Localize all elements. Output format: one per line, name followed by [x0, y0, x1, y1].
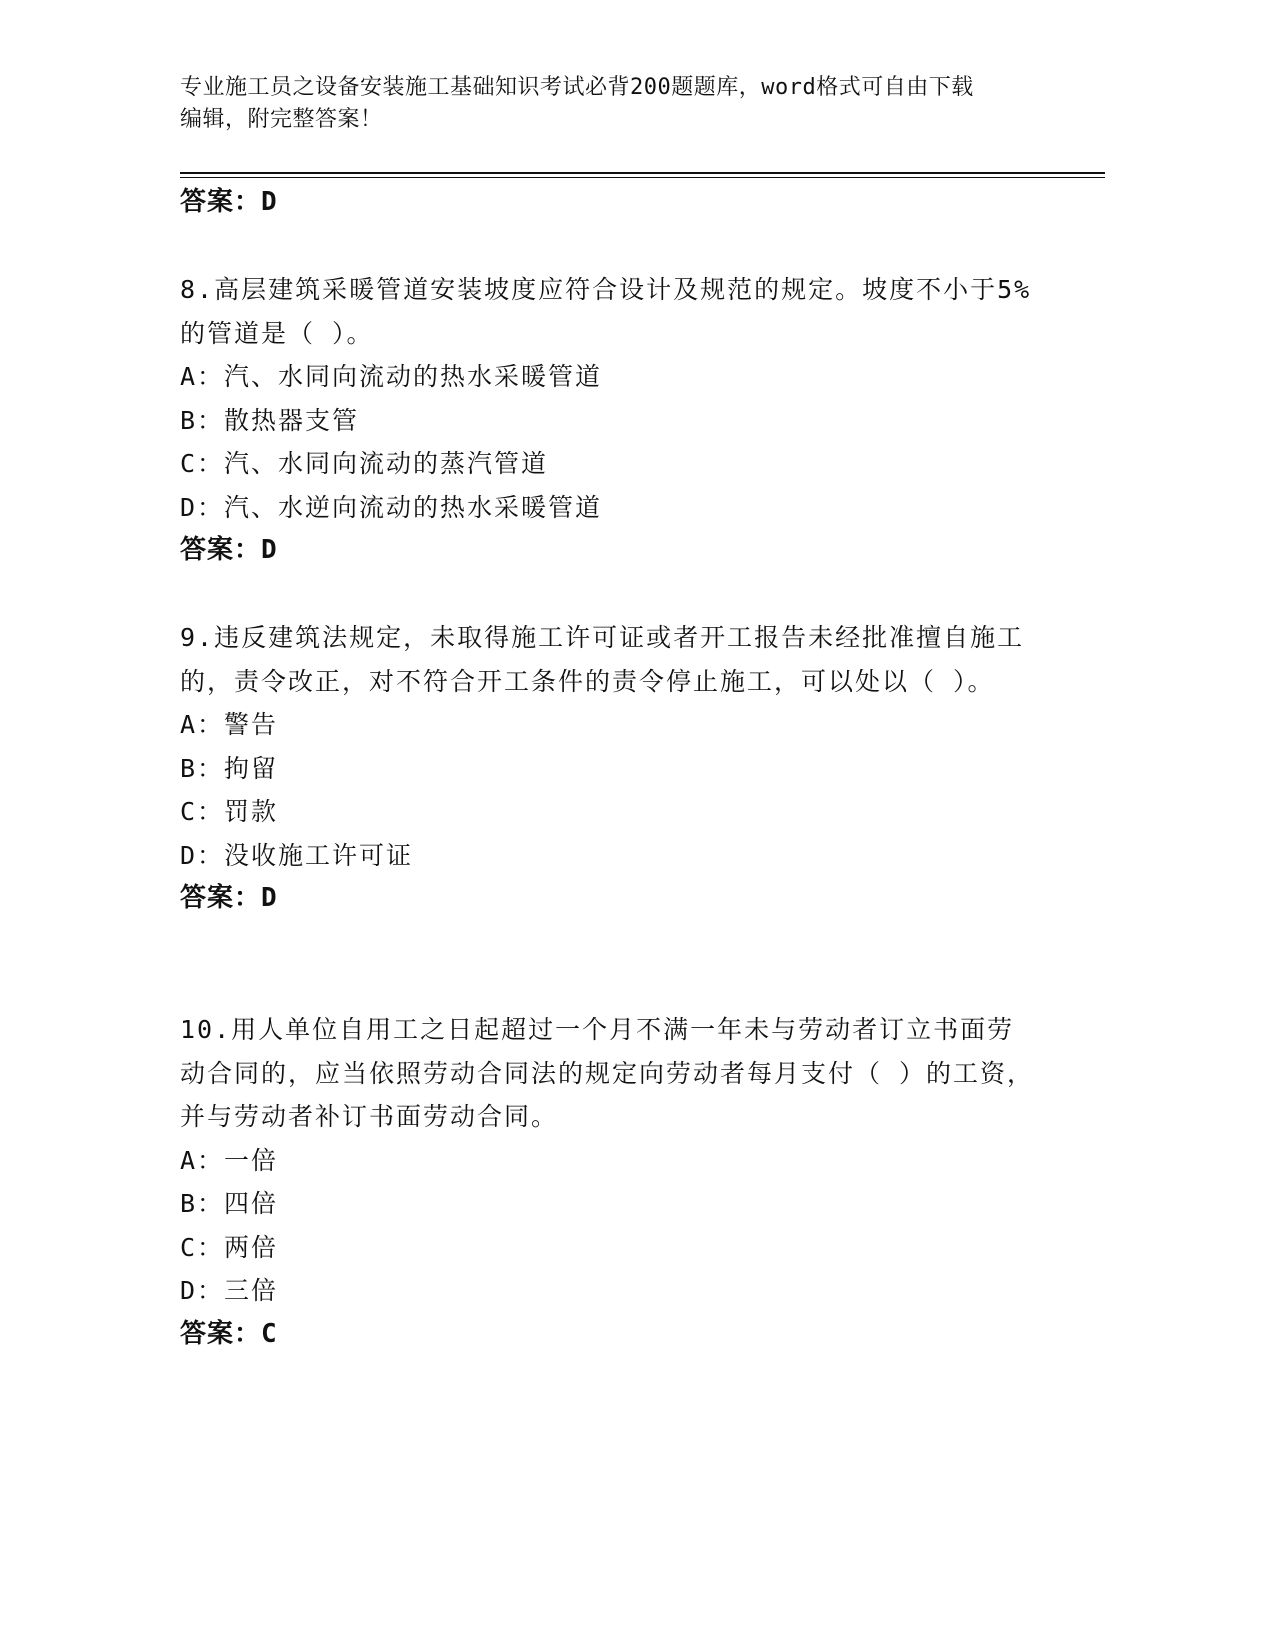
question-stem: 8.高层建筑采暖管道安装坡度应符合设计及规范的规定。坡度不小于5%的管道是（ ）。	[180, 275, 1032, 348]
option-c: C：汽、水同向流动的蒸汽管道	[180, 449, 549, 478]
option-c: C：罚款	[180, 797, 279, 826]
question-block-8	[180, 268, 1040, 573]
option-d: D：没收施工许可证	[180, 840, 414, 870]
option-c: C：两倍	[180, 1232, 279, 1262]
question-answer: 答案：D	[180, 535, 278, 565]
option-a: A：警告	[180, 710, 279, 739]
option-d: D：三倍	[180, 1276, 279, 1305]
option-d: D：汽、水逆向流动的热水采暖管道	[180, 492, 603, 522]
option-b: B：散热器支管	[180, 405, 360, 435]
header-divider-thick	[180, 172, 1105, 174]
option-a: A：一倍	[180, 1145, 279, 1175]
option-a: A：汽、水同向流动的热水采暖管道	[180, 362, 603, 391]
header-divider-thin	[180, 177, 1105, 178]
question-answer: 答案：C	[180, 1318, 278, 1349]
option-b: B：拘留	[180, 753, 279, 783]
question-stem: 10.用人单位自用工之日起超过一个月不满一年未与劳动者订立书面劳动合同的，应当依照劳动合同法的规定向劳动者每月支付（ ）的工资，并与劳动者补订书面劳动合同。	[180, 1015, 1035, 1131]
previous-answer: 答案：D	[180, 187, 278, 217]
page-header	[180, 72, 1060, 136]
option-b: B：四倍	[180, 1189, 279, 1218]
question-block-10	[180, 1008, 1040, 1356]
header-title-line-2: 编辑，附完整答案！	[180, 107, 383, 132]
question-stem: 9.违反建筑法规定，未取得施工许可证或者开工报告未经批准擅自施工的，责令改正，对不符合开工条件的责令停止施工，可以处以（ ）。	[180, 623, 1025, 696]
header-title-line-1: 专业施工员之设备安装施工基础知识考试必背200题题库，word格式可自由下载	[180, 75, 974, 100]
question-answer: 答案：D	[180, 883, 278, 913]
question-block-9	[180, 616, 1040, 921]
